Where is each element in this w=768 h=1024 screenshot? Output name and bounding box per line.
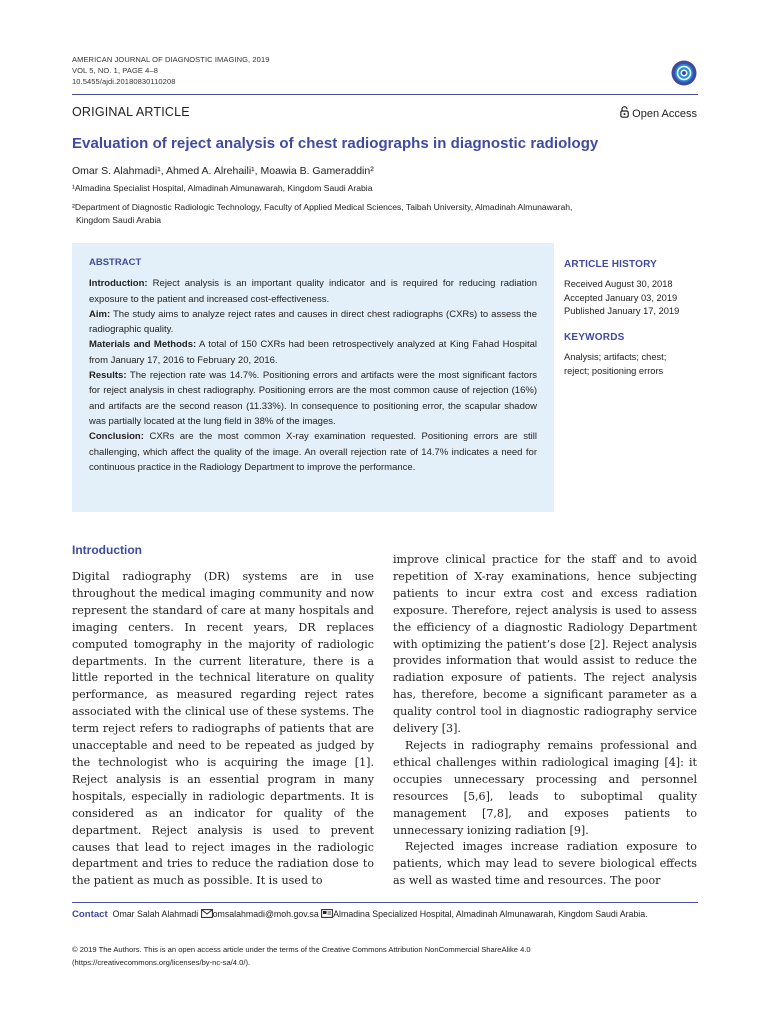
journal-name: AMERICAN JOURNAL OF DIAGNOSTIC IMAGING, 2019 [72,55,270,64]
received-date: Received August 30, 2018 [564,279,673,289]
article-history-heading: ARTICLE HISTORY [564,259,658,270]
journal-logo-icon [671,60,697,86]
license-notice [72,943,698,969]
abstract-label: Results: [89,370,127,382]
abstract [89,255,537,475]
published-date: Published January 17, 2019 [564,306,680,316]
address-icon [321,908,333,922]
affiliation-2: ²Department of Diagnostic Radiologic Technology, Faculty of Applied Medical Sciences, Taibah University, Almadinah Almunawarah, [72,202,573,212]
contact-email[interactable]: omsalahmadi@moh.gov.sa [212,909,319,919]
abstract-text: Reject analysis is an important quality indicator and is required for reducing radiation exposure to the patient and increased cost-effectiveness. [89,278,537,305]
abstract-text: The study aims to analyze reject rates and causes in direct chest radiographs (CXRs) to assess the radiographic quality. [89,308,537,336]
abstract-label: Aim: [89,308,111,320]
open-access-label: Open Access [632,107,697,120]
affiliation-1: ¹Almadina Specialist Hospital, Almadinah Almunawarah, Kingdom Saudi Arabia [72,183,373,193]
open-lock-icon [620,106,629,121]
affiliation-2-cont: Kingdom Saudi Arabia [76,215,162,225]
abstract-text: CXRs are the most common X-ray examination requested. Positioning errors are still challenging, which affect the quality of the image. An overall rejection rate of 14.7% indicates a need for continuous practice in the Radiology Department to improve the performance. [89,431,537,473]
abstract-label: Conclusion: [89,431,144,443]
body-column-right [393,552,697,890]
contact-name: Omar Salah Alahmadi [112,909,199,919]
introduction-heading: Introduction [72,543,142,557]
abstract-introduction [89,276,537,307]
header-rule [72,94,698,95]
abstract-aim [89,307,537,338]
abstract-conclusion [89,429,537,475]
footer-rule [72,902,698,903]
body-paragraph: Digital radiography (DR) systems are in use throughout the medical imaging community and now represent the standard of care at many hospitals and imaging centers. In recent years, DR replaces computed tomography in the majority of radiologic departments. In the current literature, there is a little reported in the technical literature on quality performance, as measured regarding reject rates associated with the clinical use of these systems. The term reject refers to radiographs of patients that are unacceptable and need to be repeated as judged by the technologist who is acquiring the image [1]. Reject analysis is an essential program in many hospitals, especially in radiologic departments. It is considered as an indicator for quality of the department. Reject analysis is used to prevent causes that lead to reject images in the radiologic department and tries to reduce the radiation dose to the patient as much as possible. It is used to [72,570,374,888]
accepted-date: Accepted January 03, 2019 [564,293,678,303]
open-access-badge[interactable] [620,106,697,121]
abstract-results [89,368,537,429]
keywords-heading: KEYWORDS [564,332,625,343]
contact-label: Contact [72,909,108,920]
license-line-1: © 2019 The Authors. This is an open access article under the terms of the Creative Commons Attribution NonCommercial ShareAlike 4.0 [72,945,531,954]
article-type: ORIGINAL ARTICLE [72,105,190,119]
body-paragraph: improve clinical practice for the staff and to avoid repetition of X-ray examinations, hence subjecting patients to incur extra cost and excess radiation exposure. Therefore, reject analysis is used to assess the efficiency of a diagnostic Radiology Department with optimizing the patient’s dose [2]. Reject analysis provides information that would assist to reduce the radiation exposure of patients. The reject analysis has, therefore, become a significant parameter as a quality control tool in diagnostic radiography service delivery [3]. [393,553,697,736]
keywords-line-1: Analysis; artifacts; chest; [564,352,667,362]
abstract-text: The rejection rate was 14.7%. Positioning errors and artifacts were the most significant factors for reject analysis in chest radiography. Positioning errors are the most common cause of rejection (16%) and artifacts are the second reason (11.33%). In consequence to positioning error, the scapular shadow was partially located at the lung field in 38% of the images. [89,370,537,427]
author-list: Omar S. Alahmadi¹, Ahmed A. Alrehaili¹, Moawia B. Gameraddin² [72,165,374,177]
email-icon [201,908,213,922]
journal-volume: VOL 5, NO. 1, PAGE 4–8 [72,66,158,75]
keywords-line-2: reject; positioning errors [564,366,664,376]
journal-doi[interactable]: 10.5455/ajdi.20180830110208 [72,77,176,86]
abstract-heading: ABSTRACT [89,257,142,268]
abstract-text: A total of 150 CXRs had been retrospectively analyzed at King Fahad Hospital from January 17, 2016 to February 20, 2016. [89,339,537,366]
contact-info [72,907,698,922]
license-link[interactable]: (https://creativecommons.org/licenses/by-nc-sa/4.0/). [72,958,251,967]
contact-address: Almadina Specialized Hospital, Almadinah Almunawarah, Kingdom Saudi Arabia. [333,909,648,919]
abstract-methods [89,337,537,368]
article-title: Evaluation of reject analysis of chest radiographs in diagnostic radiology [72,135,599,152]
body-paragraph: Rejects in radiography remains professional and ethical challenges within radiological imaging [4]: it occupies unnecessary processing and personnel resources [5,6], leads to suboptimal quality management [7,8], and exposes patients to unnecessary ionizing radiation [9]. [393,738,697,837]
abstract-label: Introduction: [89,278,148,290]
body-paragraph: Rejected images increase radiation exposure to patients, which may lead to severe biological effects as well as wasted time and resources. The poor [393,840,697,888]
body-column-left [72,569,374,890]
abstract-label: Materials and Methods: [89,339,197,351]
